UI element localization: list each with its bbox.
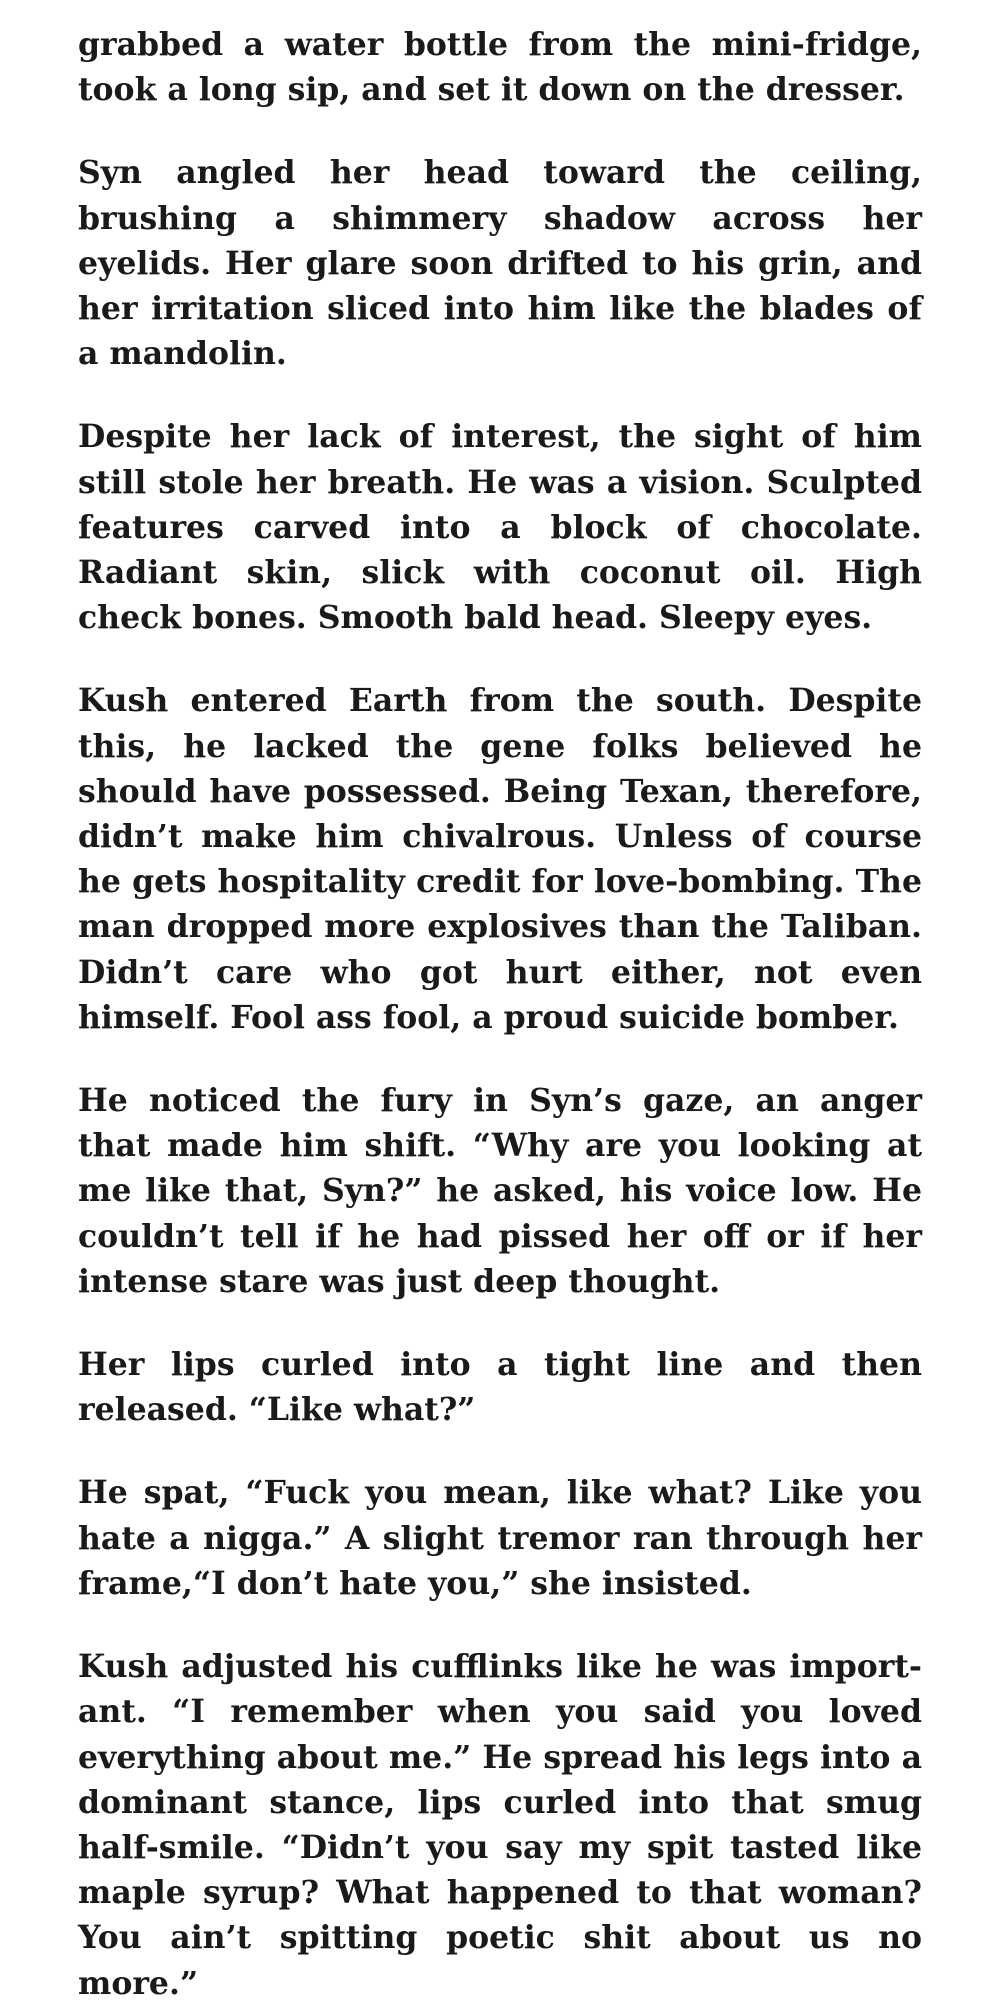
- paragraph-1: grabbed a water bottle from the mini-fridge, took a long sip, and set it down on the dresser.: [78, 26, 922, 109]
- paragraph-7: He spat, “Fuck you mean, like what? Like you hate a nigga.” A slight tremor ran through her frame,“I don’t hate you,” she insisted.: [78, 1474, 922, 1602]
- document-page: [78, 22, 922, 2006]
- paragraph-4: Kush entered Earth from the south. Despite this, he lacked the gene folks believed he should have possessed. Being Texan, therefore, didn’t make him chivalrous. Unless of course he gets hospitality credit for love-bombing. The man dropped more explosives than the Taliban. Didn’t care who got hurt either, not even himself. Fool ass fool, a proud suicide bomber.: [78, 682, 922, 1036]
- paragraph-5: He noticed the fury in Syn’s gaze, an anger that made him shift. “Why are you looking at me like that, Syn?” he asked, his voice low. He couldn’t tell if he had pissed her off or if her intense stare was just deep thought.: [78, 1082, 922, 1300]
- paragraph-2: Syn angled her head toward the ceiling, brushing a shimmery shadow across her eyelids. Her glare soon drifted to his grin, and her irritation sliced into him like the blades of a mandolin.: [78, 154, 922, 373]
- paragraph-3: Despite her lack of interest, the sight of him still stole her breath. He was a vision. Sculpted features carved into a block of chocolate. Radiant skin, slick with coconut oil. High check bones. Smooth bald head. Sleepy eyes.: [78, 418, 922, 637]
- paragraph-6: Her lips curled into a tight line and then released. “Like what?”: [78, 1346, 922, 1429]
- paragraph-8: Kush adjusted his cufflinks like he was important. “I remember when you said you loved everything about me.” He spread his legs into a dominant stance, lips curled into that smug half-smile. “Didn’t you say my spit tasted like maple syrup? What happened to that woman? You ain’t spitting poetic shit about us no more.”: [78, 1648, 922, 2002]
